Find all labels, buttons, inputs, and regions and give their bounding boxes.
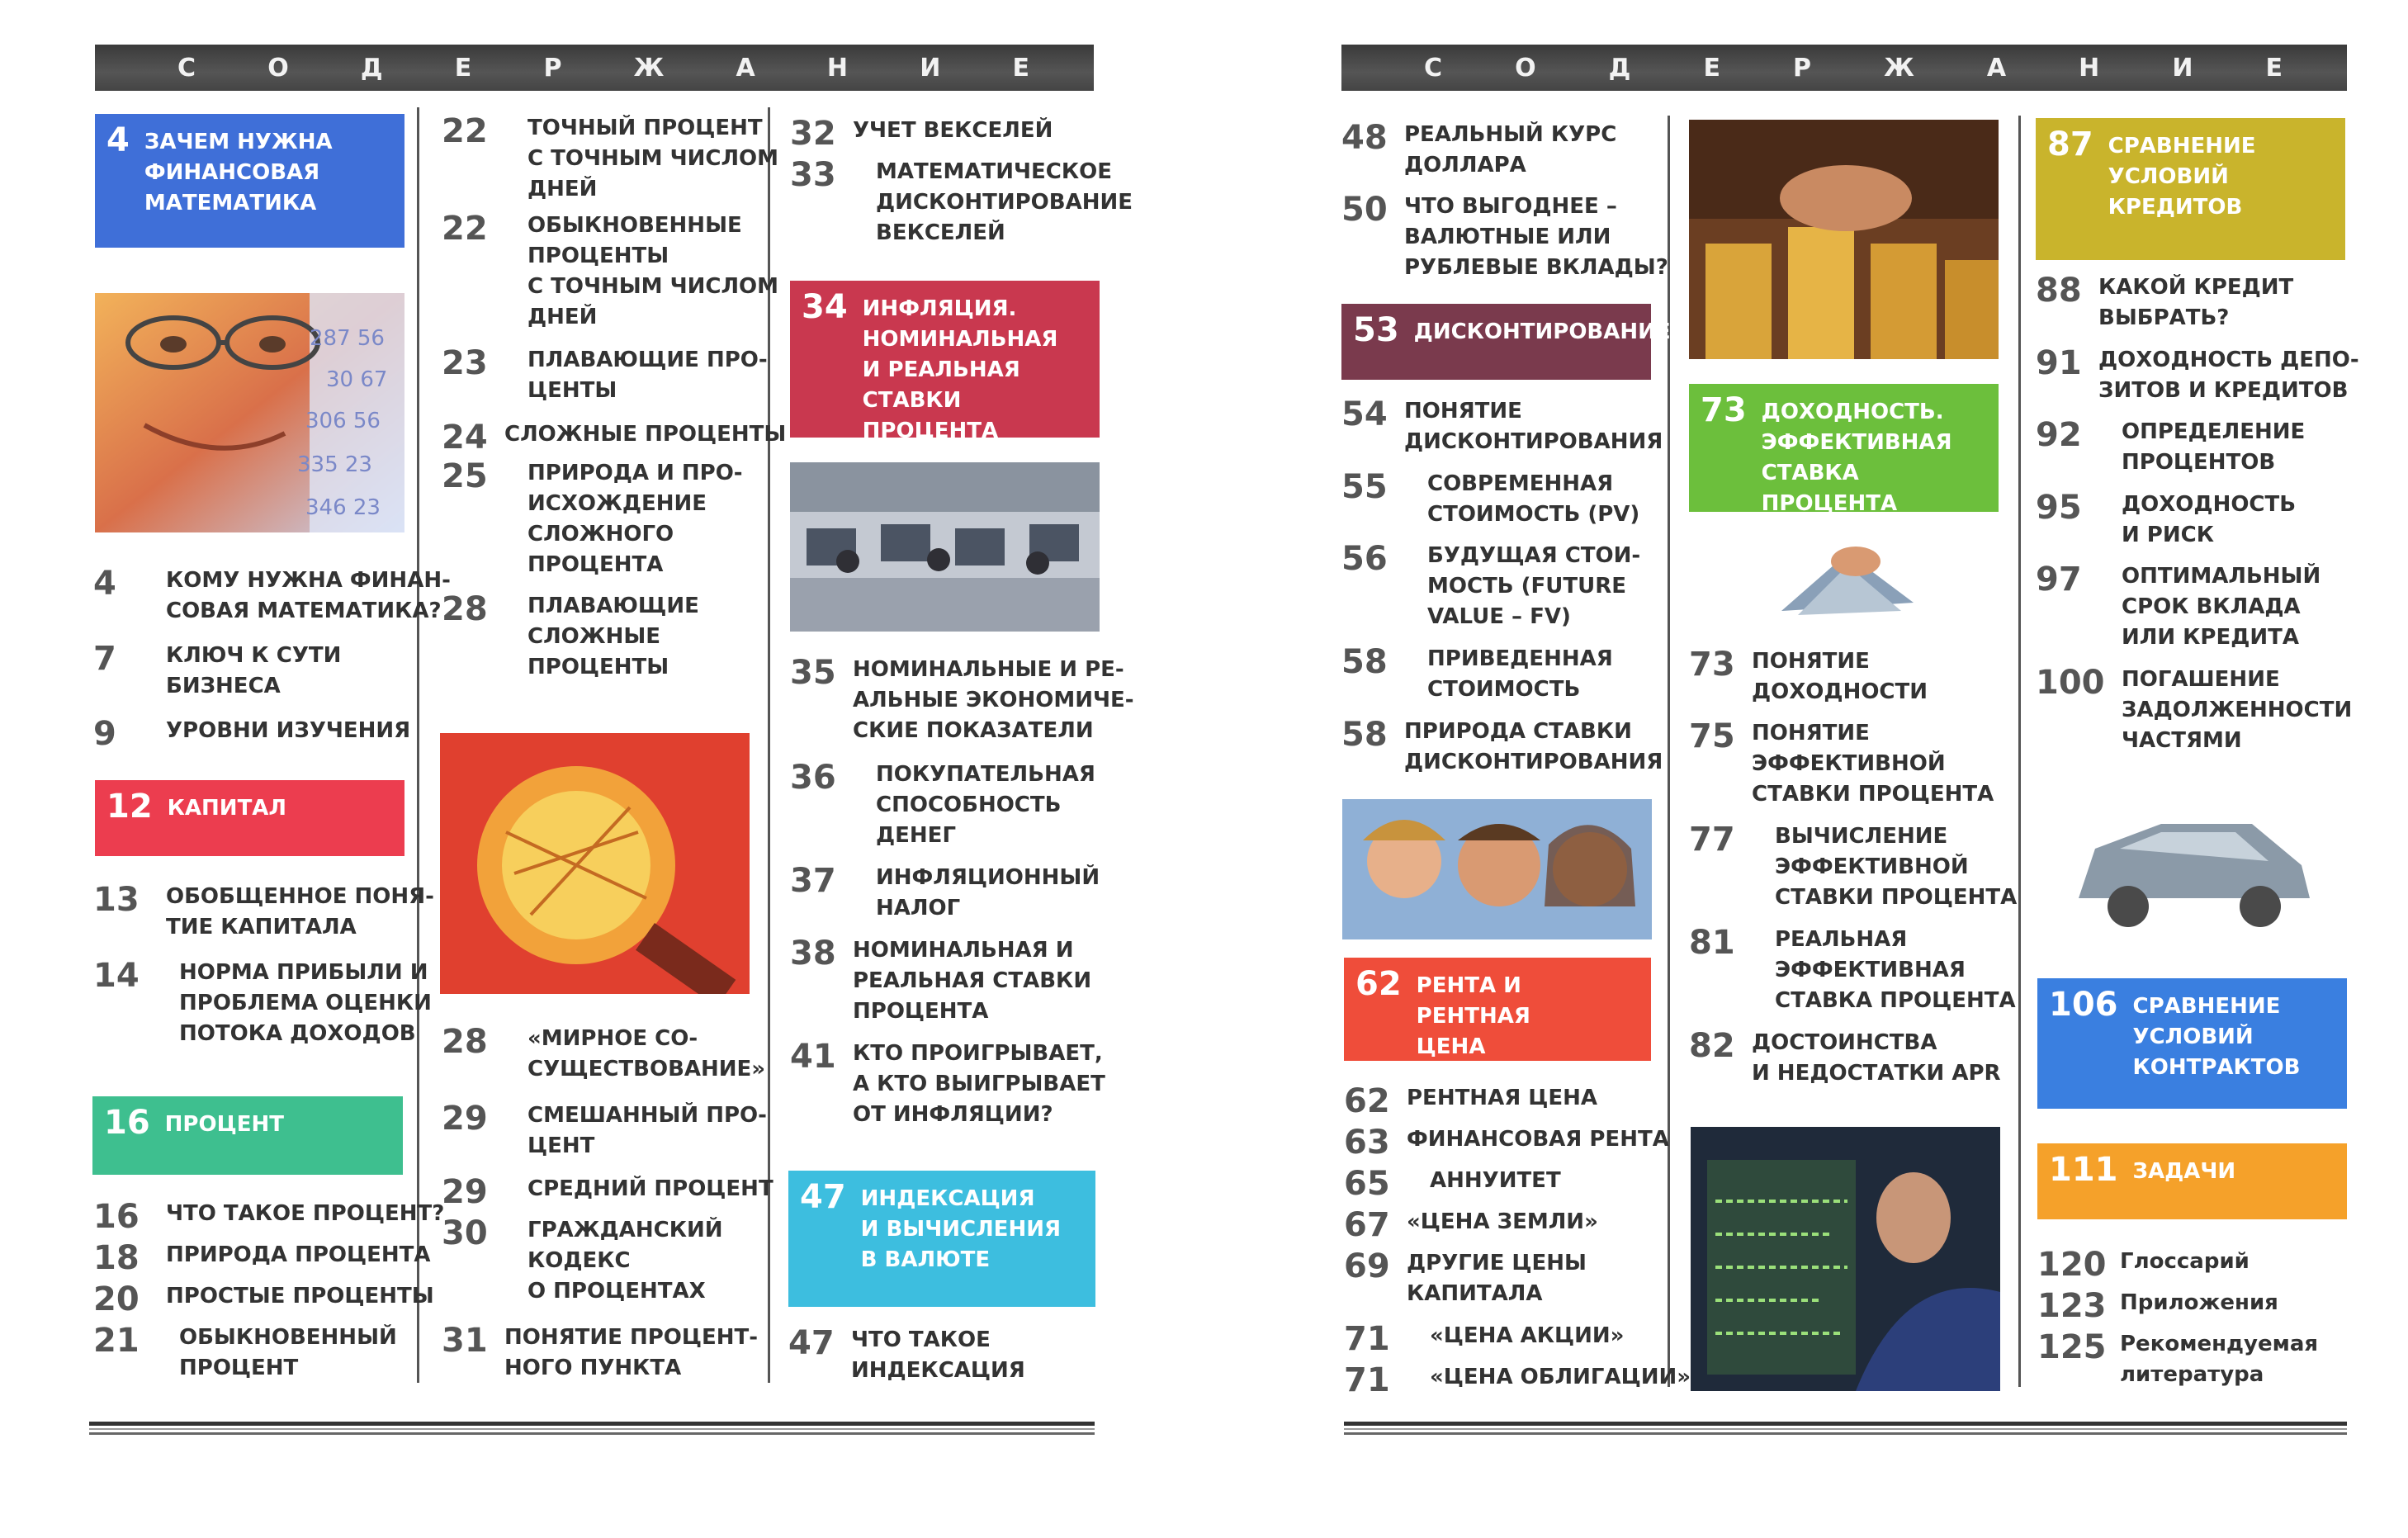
header-letter: С [1424,53,1443,83]
photo-coins [1689,120,1999,359]
toc-entry[interactable]: 58 ПРИРОДА СТАВКИ ДИСКОНТИРОВАНИЯ [1341,716,1663,774]
header-letter: Е [2265,53,2283,83]
toc-entry[interactable]: 25 ПРИРОДА И ПРО- ИСХОЖДЕНИЕ СЛОЖНОГО ПРОЦЕНТА [442,457,743,577]
header-letter: А [736,53,755,83]
photo-money-fan [1765,537,1930,627]
toc-entry[interactable]: 50 ЧТО ВЫГОДНЕЕ – ВАЛЮТНЫЕ ИЛИ РУБЛЕВЫЕ ВКЛАДЫ? [1341,191,1668,280]
header-letter: О [1515,53,1536,83]
section-block-percent[interactable]: 16 ПРОЦЕНТ [92,1096,403,1175]
toc-entry[interactable]: 63 ФИНАНСОВАЯ РЕНТА [1344,1124,1669,1162]
column-divider [417,107,419,1383]
photo-money-car [2062,799,2318,939]
toc-entry[interactable]: 35 НОМИНАЛЬНЫЕ И РЕ- АЛЬНЫЕ ЭКОНОМИЧЕ- СКИЕ ПОКАЗАТЕЛИ [790,654,1134,743]
photo-number: 346 23 [305,495,381,520]
toc-entry[interactable]: 71 «ЦЕНА ОБЛИГАЦИИ» [1344,1361,1691,1399]
section-block-indexation[interactable]: 47 ИНДЕКСАЦИЯ И ВЫЧИСЛЕНИЯ В ВАЛЮТЕ [788,1171,1095,1307]
toc-entry[interactable]: 75 ПОНЯТИЕ ЭФФЕКТИВНОЙ СТАВКИ ПРОЦЕНТА [1689,717,1994,807]
toc-entry[interactable]: 69 ДРУГИЕ ЦЕНЫ КАПИТАЛА [1344,1247,1587,1306]
photo-magnifier [440,733,750,994]
section-block-capital[interactable]: 12 КАПИТАЛ [95,780,404,856]
header-letter: О [267,53,289,83]
toc-entry[interactable]: 71 «ЦЕНА АКЦИИ» [1344,1320,1625,1358]
toc-entry[interactable]: 41 КТО ПРОИГРЫВАЕТ, А КТО ВЫИГРЫВАЕТ ОТ ИНФЛЯЦИИ? [790,1038,1105,1127]
section-block-yield[interactable]: 73 ДОХОДНОСТЬ. ЭФФЕКТИВНАЯ СТАВКА ПРОЦЕНТА [1689,384,1999,512]
toc-entry[interactable]: 73 ПОНЯТИЕ ДОХОДНОСТИ [1689,646,1928,704]
toc-entry[interactable]: 92 ОПРЕДЕЛЕНИЕ ПРОЦЕНТОВ [2036,416,2306,475]
toc-entry[interactable]: 77 ВЫЧИСЛЕНИЕ ЭФФЕКТИВНОЙ СТАВКИ ПРОЦЕНТА [1689,821,2018,910]
toc-entry[interactable]: 7 КЛЮЧ К СУТИ БИЗНЕСА [93,640,342,698]
toc-entry[interactable]: 4 КОМУ НУЖНА ФИНАН- СОВАЯ МАТЕМАТИКА? [93,565,451,623]
toc-entry[interactable]: 31 ПОНЯТИЕ ПРОЦЕНТ- НОГО ПУНКТА [442,1322,759,1380]
header-letter: Р [1793,53,1812,83]
footer-rule-right [1344,1422,2347,1435]
toc-entry[interactable]: 33 МАТЕМАТИЧЕСКОЕ ДИСКОНТИРОВАНИЕ ВЕКСЕЛЕЙ [790,156,1133,245]
header-letter: Р [543,53,562,83]
photo-number: 30 67 [326,367,388,392]
toc-entry[interactable]: 48 РЕАЛЬНЫЙ КУРС ДОЛЛАРА [1341,119,1617,177]
section-block-rent[interactable]: 62 РЕНТА И РЕНТНАЯ ЦЕНА [1344,958,1651,1061]
header-letter: Е [1012,53,1029,83]
toc-entry[interactable]: 88 КАКОЙ КРЕДИТ ВЫБРАТЬ? [2036,272,2294,330]
header-letter: Ж [1884,53,1914,83]
header-letter: Ж [633,53,665,83]
toc-entry[interactable]: 24 СЛОЖНЫЕ ПРОЦЕНТЫ [442,419,787,457]
toc-entry[interactable]: 82 ДОСТОИНСТВА И НЕДОСТАТКИ APR [1689,1027,2001,1086]
toc-entry[interactable]: 56 БУДУЩАЯ СТОИ- МОСТЬ (FUTURE VALUE – FV) [1341,540,1641,629]
toc-entry[interactable]: 32 УЧЕТ ВЕКСЕЛЕЙ [790,115,1053,153]
toc-entry[interactable]: 9 УРОВНИ ИЗУЧЕНИЯ [93,715,411,753]
header-letter: И [920,53,941,83]
section-block-why-math[interactable]: 4 ЗАЧЕМ НУЖНА ФИНАНСОВАЯ МАТЕМАТИКА [95,114,404,248]
photo-young-people [1342,799,1652,939]
contents-header-right [1341,45,2347,91]
toc-entry[interactable]: 29 СМЕШАННЫЙ ПРО- ЦЕНТ [442,1100,767,1158]
header-letter: Н [826,53,849,83]
toc-entry[interactable]: 95 ДОХОДНОСТЬ И РИСК [2036,489,2297,547]
header-letter: Е [454,53,472,83]
header-letter: И [2172,53,2193,83]
toc-entry[interactable]: 13 ОБОБЩЕННОЕ ПОНЯ- ТИЕ КАПИТАЛА [93,881,434,939]
toc-entry[interactable]: 14 НОРМА ПРИБЫЛИ И ПРОБЛЕМА ОЦЕНКИ ПОТОКА ДОХОДОВ [93,957,432,1046]
section-block-discounting[interactable]: 53 ДИСКОНТИРОВАНИЕ [1341,304,1651,380]
toc-entry[interactable]: 28 «МИРНОЕ СО- СУЩЕСТВОВАНИЕ» [442,1023,766,1081]
toc-entry[interactable]: 55 СОВРЕМЕННАЯ СТОИМОСТЬ (PV) [1341,468,1640,527]
toc-entry[interactable]: 81 РЕАЛЬНАЯ ЭФФЕКТИВНАЯ СТАВКА ПРОЦЕНТА [1689,924,2016,1013]
toc-entry[interactable]: 97 ОПТИМАЛЬНЫЙ СРОК ВКЛАДА ИЛИ КРЕДИТА [2036,561,2321,650]
section-block-tasks[interactable]: 111 ЗАДАЧИ [2037,1143,2347,1219]
toc-entry[interactable]: 28 ПЛАВАЮЩИЕ СЛОЖНЫЕ ПРОЦЕНТЫ [442,590,699,679]
photo-number: 335 23 [297,452,372,477]
toc-entry[interactable]: 20 ПРОСТЫЕ ПРОЦЕНТЫ [93,1280,434,1318]
section-block-credit-compare[interactable]: 87 СРАВНЕНИЕ УСЛОВИЙ КРЕДИТОВ [2036,118,2345,260]
toc-entry[interactable]: 36 ПОКУПАТЕЛЬНАЯ СПОСОБНОСТЬ ДЕНЕГ [790,759,1095,848]
header-letter: Д [360,53,383,83]
toc-entry[interactable]: 29 СРЕДНИЙ ПРОЦЕНТ [442,1173,773,1211]
toc-entry[interactable]: 91 ДОХОДНОСТЬ ДЕПО- ЗИТОВ И КРЕДИТОВ [2036,344,2359,403]
photo-number: 287 56 [310,326,385,351]
header-letter: Е [1703,53,1720,83]
toc-entry[interactable]: 18 ПРИРОДА ПРОЦЕНТА [93,1239,431,1277]
right-page [1204,0,2408,1538]
toc-entry[interactable]: 54 ПОНЯТИЕ ДИСКОНТИРОВАНИЯ [1341,395,1663,454]
header-letter: Д [1608,53,1631,83]
toc-entry[interactable]: 21 ОБЫКНОВЕННЫЙ ПРОЦЕНТ [93,1322,397,1380]
section-block-inflation[interactable]: 34 ИНФЛЯЦИЯ. НОМИНАЛЬНАЯ И РЕАЛЬНАЯ СТАВКИ ПРОЦЕНТА [790,281,1100,438]
toc-entry[interactable]: 16 ЧТО ТАКОЕ ПРОЦЕНТ? [93,1198,445,1236]
footer-rule-left [89,1422,1095,1435]
column-divider [1668,116,1670,1387]
column-divider [2018,116,2021,1387]
toc-entry[interactable]: 58 ПРИВЕДЕННАЯ СТОИМОСТЬ [1341,643,1613,702]
toc-entry[interactable]: 67 «ЦЕНА ЗЕМЛИ» [1344,1206,1598,1244]
photo-number: 306 56 [305,409,381,433]
toc-entry[interactable]: 22 ТОЧНЫЙ ПРОЦЕНТ С ТОЧНЫМ ЧИСЛОМ ДНЕЙ [442,112,779,201]
header-letter: С [177,53,196,83]
toc-entry-glossary[interactable]: 120 Глоссарий [2037,1246,2250,1284]
toc-entry[interactable]: 37 ИНФЛЯЦИОННЫЙ НАЛОГ [790,862,1100,920]
toc-entry[interactable]: 65 АННУИТЕТ [1344,1165,1561,1203]
header-letter: А [1986,53,2007,83]
photo-man-at-screen [1691,1127,2000,1391]
photo-trading-floor [790,462,1100,632]
contents-header-left [95,45,1094,91]
toc-entry[interactable]: 100 ПОГАШЕНИЕ ЗАДОЛЖЕННОСТИ ЧАСТЯМИ [2036,664,2353,753]
toc-entry[interactable]: 38 НОМИНАЛЬНАЯ И РЕАЛЬНАЯ СТАВКИ ПРОЦЕНТА [790,935,1092,1024]
toc-entry[interactable]: 22 ОБЫКНОВЕННЫЕ ПРОЦЕНТЫ С ТОЧНЫМ ЧИСЛОМ ДНЕЙ [442,210,779,329]
toc-entry[interactable]: 62 РЕНТНАЯ ЦЕНА [1344,1082,1598,1120]
toc-entry-appendix[interactable]: 123 Приложения [2037,1287,2278,1325]
section-block-contract-compare[interactable]: 106 СРАВНЕНИЕ УСЛОВИЙ КОНТРАКТОВ [2037,978,2347,1109]
toc-entry[interactable]: 23 ПЛАВАЮЩИЕ ПРО- ЦЕНТЫ [442,344,768,403]
toc-entry[interactable]: 47 ЧТО ТАКОЕ ИНДЕКСАЦИЯ [788,1324,1025,1383]
toc-entry-literature[interactable]: 125 Рекомендуемая литература [2037,1328,2319,1387]
toc-entry[interactable]: 30 ГРАЖДАНСКИЙ КОДЕКС О ПРОЦЕНТАХ [442,1214,723,1304]
header-letter: Н [2079,53,2100,83]
